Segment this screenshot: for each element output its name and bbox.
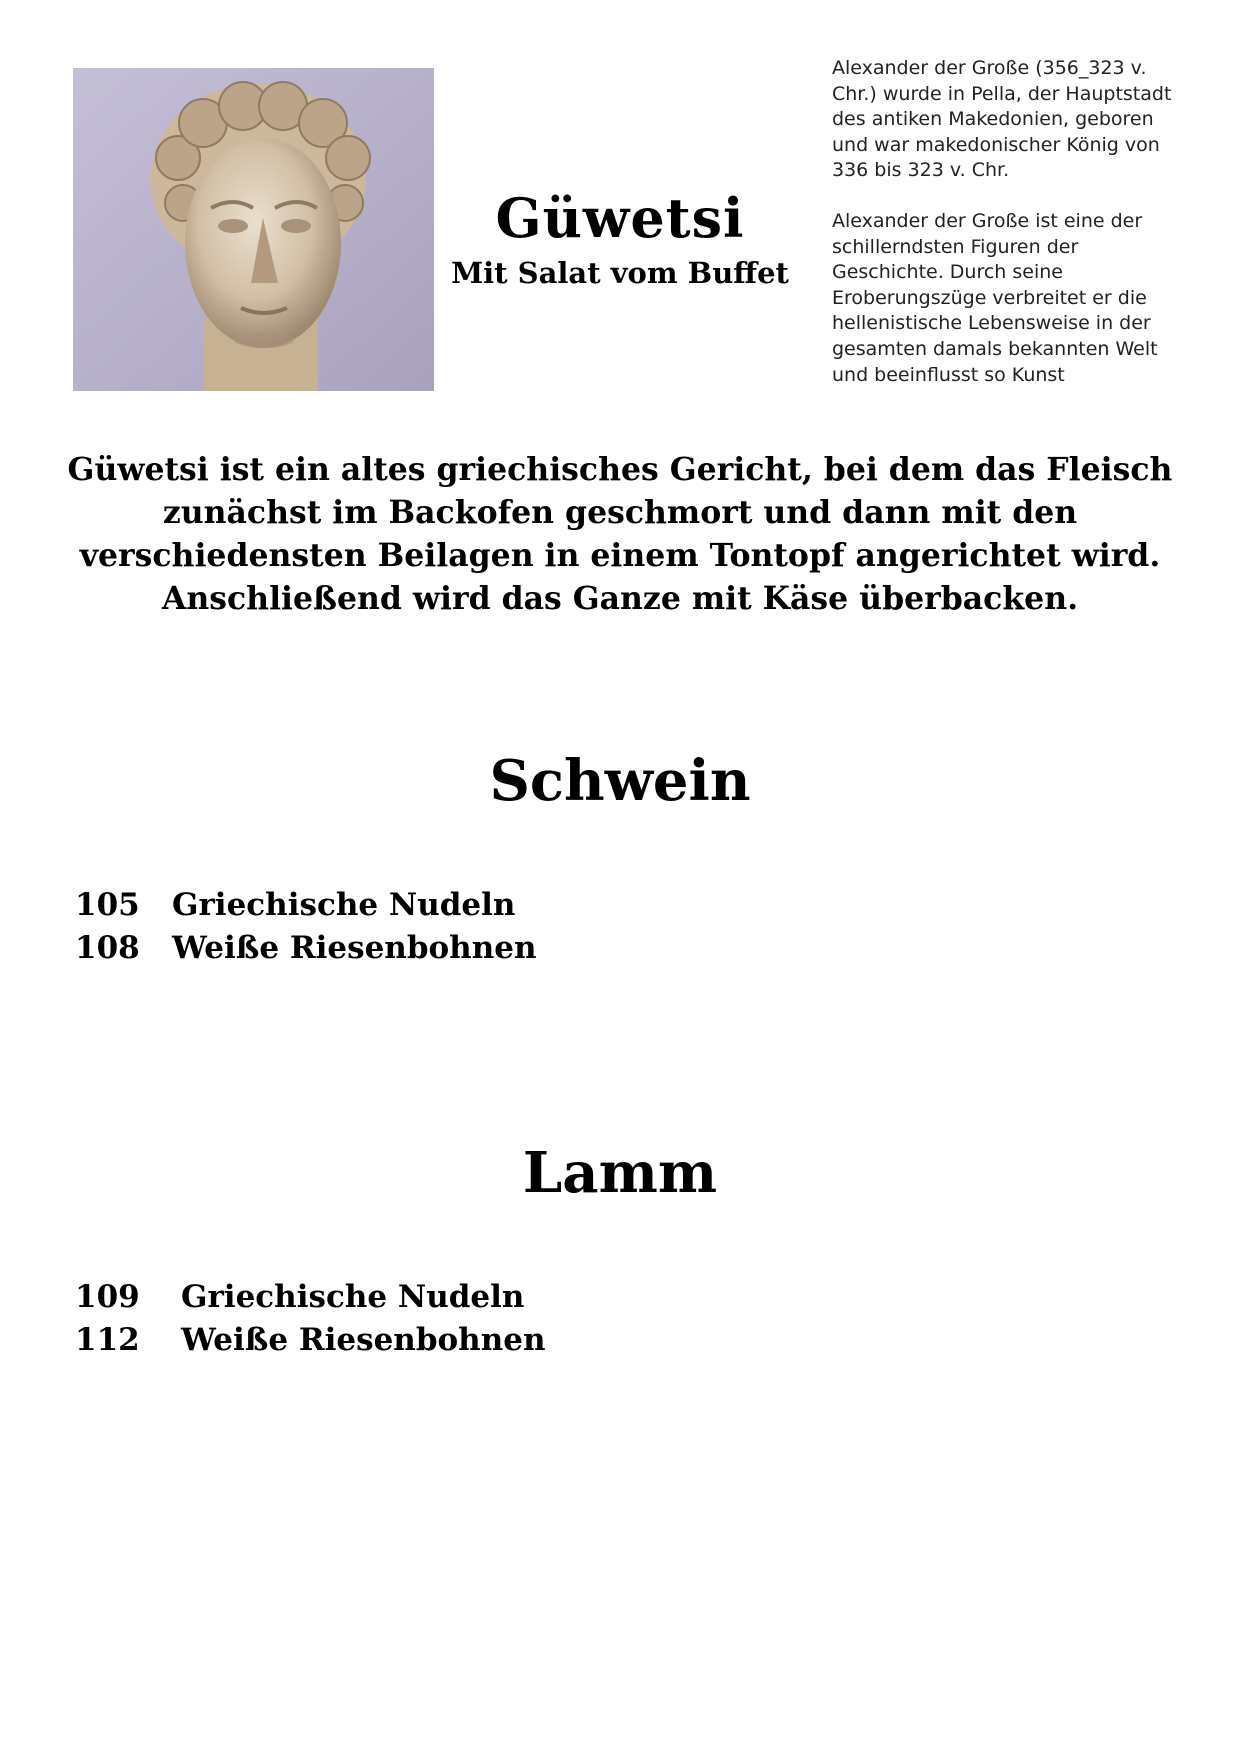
page-title: Güwetsi <box>495 186 745 250</box>
dish-description: Güwetsi ist ein altes griechisches Gericht, bei dem das Fleisch zunächst im Backofen geschmort und dann mit den verschiedensten Beilagen in einem Tontopf angerichtet wird. Anschließend wird das Ganze mit Käse überbacken. <box>67 451 1173 617</box>
history-sidebar <box>832 56 1177 406</box>
alexander-bust-image <box>73 68 434 391</box>
menu-item-number: 109 <box>75 1279 140 1315</box>
menu-item <box>75 1276 546 1319</box>
menu-item-name: Weiße Riesenbohnen <box>172 930 537 966</box>
section-heading-schwein: Schwein <box>489 748 751 814</box>
menu-item <box>75 1319 546 1362</box>
page-subtitle: Mit Salat vom Buffet <box>451 256 789 290</box>
menu-item-number: 112 <box>75 1322 140 1358</box>
menu-list-schwein <box>75 884 537 970</box>
menu-item-number: 105 <box>75 887 140 923</box>
section-heading-lamm: Lamm <box>522 1140 718 1206</box>
history-paragraph: Alexander der Große ist eine der schillerndsten Figuren der Geschichte. Durch seine Eroberungszüge verbreitet er die hellenistische Lebensweise in der gesamten damals bekannten Welt und beeinflusst so Kunst <box>832 209 1158 386</box>
menu-item-name: Griechische Nudeln <box>181 1279 525 1315</box>
menu-list-lamm <box>75 1276 546 1362</box>
menu-item-number: 108 <box>75 930 140 966</box>
menu-item-name: Weiße Riesenbohnen <box>181 1322 546 1358</box>
history-paragraph: Alexander der Große (356_323 v. Chr.) wurde in Pella, der Hauptstadt des antiken Makedonien, geboren und war makedonischer König von 336 bis 323 v. Chr. <box>832 57 1172 182</box>
menu-item-name: Griechische Nudeln <box>172 887 516 923</box>
menu-item <box>75 884 537 927</box>
menu-item <box>75 927 537 970</box>
